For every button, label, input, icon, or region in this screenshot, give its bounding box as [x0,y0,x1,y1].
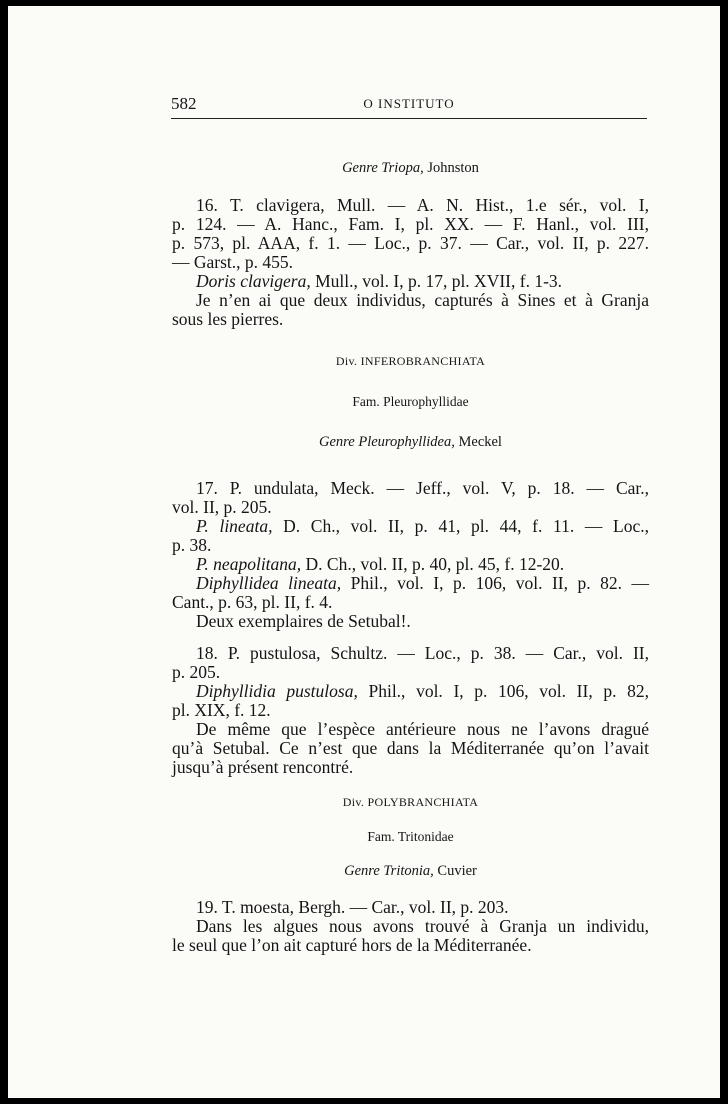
synonym-name: P. lineata, [196,516,273,536]
genre-name: Genre Tritonia, [344,863,434,879]
family-heading: Fam. Pleurophyllidae [352,394,469,409]
genre-name: Genre Triopa, [342,160,424,176]
genre-name: Genre Pleurophyllidea, [319,434,455,450]
note-line: le seul que l’on ait capturé hors de la Méditerranée. [172,935,532,955]
note-line: Deux exemplaires de Setubal!. [196,611,411,631]
note-line: qu’à Setubal. Ce n’est que dans la Méditerranée qu’on l’avait [172,738,649,758]
genre-heading-triopa [172,160,649,177]
genre-heading-pleurophyllidea [172,434,649,451]
synonym-reference: D. Ch., vol. II, p. 41, pl. 44, f. 11. — Loc., [283,516,650,536]
synonym-reference: Cant., p. 63, pl. II, f. 4. [172,592,333,612]
synonym-line [172,272,649,291]
synonym-name: Diphyllidia pustulosa, [196,681,358,701]
entry-line: 16. T. clavigera, Mull. — A. N. Hist., 1.e sér., vol. I, [196,195,649,215]
genre-author: Meckel [458,434,502,450]
entry-line: p. 573, pl. AAA, f. 1. — Loc., p. 37. — Car., vol. II, p. 227. [172,233,649,253]
page-number: 582 [171,94,197,113]
synonym-name: Doris clavigera, [196,271,311,291]
family-heading: Fam. Tritonidae [367,829,454,844]
synonym-line [172,574,649,593]
entry-line: vol. II, p. 205. [172,497,272,517]
running-title: O INSTITUTO [363,96,455,111]
note-line: De même que l’espèce antérieure nous ne l’avons dragué [196,719,649,739]
entry-18 [172,644,649,777]
note-line: sous les pierres. [172,309,284,329]
division-heading: Div. POLYBRANCHIATA [342,795,479,809]
synonym-reference: Phil., vol. I, p. 106, vol. II, p. 82. — [350,573,649,593]
entry-line: 17. P. undulata, Meck. — Jeff., vol. V, p. 18. — Car., [196,478,649,498]
entry-19 [172,898,649,955]
synonym-reference: Phil., vol. I, p. 106, vol. II, p. 82, [368,681,649,701]
synonym-name: Diphyllidea lineata, [196,573,342,593]
entry-line: p. 205. [172,662,221,682]
note-line: jusqu’à présent rencontré. [172,757,354,777]
entry-17 [172,479,649,631]
genre-author: Johnston [427,160,479,176]
note-line: Dans les algues nous avons trouvé à Granja un individu, [196,916,649,936]
entry-line: 18. P. pustulosa, Schultz. — Loc., p. 38. — Car., vol. II, [196,643,649,663]
synonym-line [172,682,649,701]
synonym-reference: D. Ch., vol. II, p. 40, pl. 45, f. 12-20. [305,554,565,574]
synonym-reference: p. 38. [172,535,212,555]
entry-16 [172,196,649,329]
genre-author: Cuvier [437,863,477,879]
division-heading: Div. INFEROBRANCHIATA [335,354,486,368]
note-line: Je n’en ai que deux individus, capturés à Sines et à Granja [196,290,649,310]
synonym-line [172,517,649,536]
entry-line: 19. T. moesta, Bergh. — Car., vol. II, p. 203. [196,897,509,917]
genre-heading-tritonia [172,863,649,880]
synonym-reference: Mull., vol. I, p. 17, pl. XVII, f. 1-3. [315,271,563,291]
running-header [171,94,647,119]
synonym-name: P. neapolitana, [196,554,302,574]
synonym-line [172,555,649,574]
entry-line: p. 124. — A. Hanc., Fam. I, pl. XX. — F. Hanl., vol. III, [172,214,649,234]
synonym-reference: pl. XIX, f. 12. [172,700,271,720]
entry-line: — Garst., p. 455. [172,252,294,272]
book-page [8,6,720,1098]
